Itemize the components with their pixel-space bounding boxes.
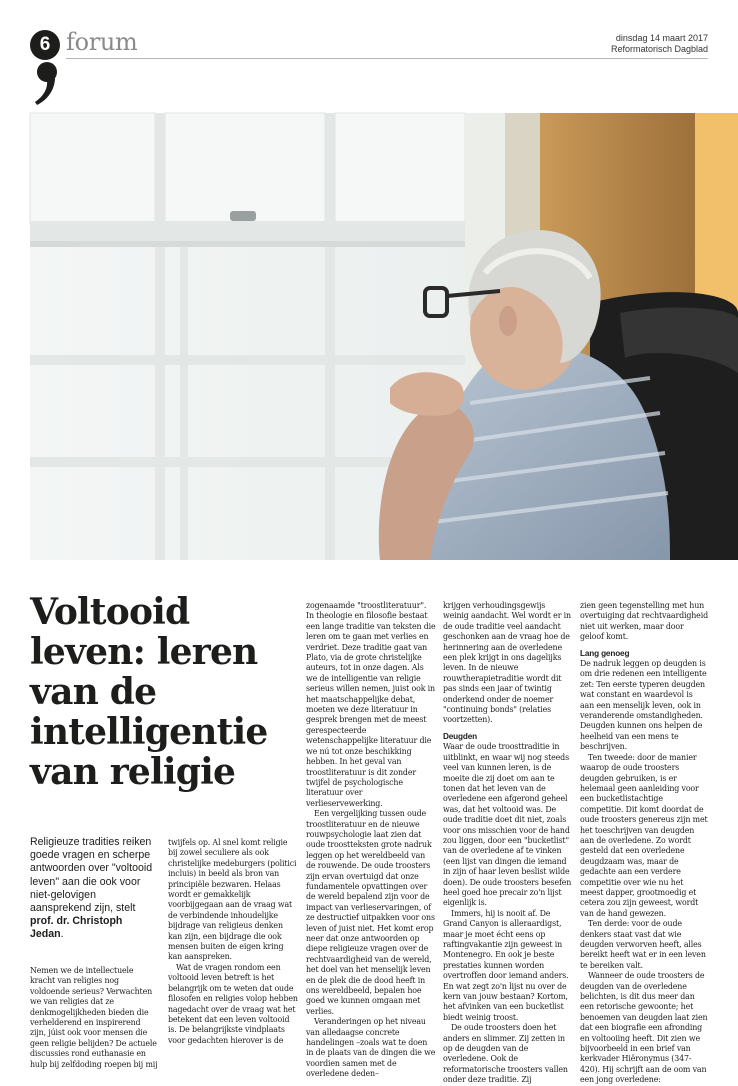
headline-line: leven: leren xyxy=(30,631,258,673)
paragraph: Nemen we de intellectuele kracht van religies nog voldoende serieus? Verwachten we van religies dat ze denkmogelijkheden bieden die verhelderend en inspirerend zijn, júist ook voor mensen die geen religie belijden? De actuele discussies rond euthanasie en hulp bij zelfdoding roepen bij mij xyxy=(30,966,158,1069)
headline-line: Voltooid xyxy=(30,591,190,633)
issue-date: dinsdag 14 maart 2017 xyxy=(615,33,708,43)
issue-info xyxy=(611,33,708,55)
article-headline xyxy=(30,592,290,792)
body-column-3 xyxy=(306,601,436,1080)
paragraph: Waar de oude troosttraditie in uitblinkt, en waar wij nog steeds veel van kunnen leren, is de moeite die zij doet om aan te tonen dat het leven van de overledene een afgerond geheel was, dat het voltooid was. De oude traditie doet dit niet, zoals voor ons misschien voor de hand zou liggen, door een "bucketlist" van de overledene af te vinken (een lijst van dingen die iemand in zijn of haar leven beslist wilde doen). De oude troosters besefen heel goed hoe precair zo'n lijst eigenlijk is. xyxy=(443,742,572,908)
comma-logo-icon xyxy=(35,62,57,106)
body-column-1 xyxy=(30,966,158,1070)
headline-line: van de xyxy=(30,671,157,713)
author-name: prof. dr. Christoph Jedan xyxy=(30,915,123,941)
paragraph: De oude troosters doen het anders en slimmer. Zij zetten in op de deugden van de overledene. Ook de reformatorische troosters vallen onder deze traditie. Zij xyxy=(443,1023,568,1085)
paragraph: De nadruk leggen op deugden is om drie redenen een intelligente zet: Ten eerste typeren deugden wat constant en waardevol is aan een menselijk leven, ook in veranderende omstandigheden. Deugden kunnen ons helpen de heelheid van een mens te beschrijven. xyxy=(580,659,707,752)
intro-end: . xyxy=(60,928,64,941)
paragraph: Ten tweede: door de manier waarop de oude troosters deugden gebruiken, is er helemaal geen aanleiding voor een bucketlistachtige competitie. Dit komt doordat de oude troosters genereus zijn met het toeschrijven van deugden aan de overledene. Zo wordt gesteld dat een overledene deugdzaam was, maar de gedachte aan een verdere competitie over wie nu het meest dapper, grootmoedig et cetera zou zijn geweest, wordt van de hand gewezen. xyxy=(580,752,708,918)
paragraph: Wanneer de oude troosters de deugden van de overledene belichten, is dit dus meer dan een retorische gewoonte; het benoemen van deugden laat zien dat een biografie een afronding en voltooiing heeft. Dit zien we bijvoorbeeld in een brief van kerkvader Hiëronymus (347-420). Hij schrijft aan de oom van een jong overledene: xyxy=(580,971,708,1085)
subheading-lang-genoeg: Lang genoeg xyxy=(580,648,630,658)
paragraph: zogenaamde "troostliteratuur". In theologie en filosofie bestaat een lange traditie van teksten die leren om te gaan met verlies en verdriet. Deze traditie gaat van Plato, via de grote christelijke auteurs, tot in onze dagen. Als we de intelligentie van religie serieus willen nemen, juist ook in het maatschappelijke debat, moeten we deze literatuur in gesprek brengen met de meest gerespecteerde wetenschappelijke literatuur die we nú tot onze beschikking hebben. In het geval van troostliteratuur is dit zonder twijfel de psychologische literatuur over verlieservewerking. xyxy=(306,601,436,808)
paragraph: Immers, hij is nooit af. De Grand Canyon is alleraardigst, maar je moet écht eens op raftingvakantie zijn geweest in Montenegro. En ook je beste prestaties kunnen worden overtroffen door iemand anders. En wat zegt zo'n lijst nu over de kern van jouw bestaan? Kortom, het afvinken van een bucketlist biedt weinig troost. xyxy=(443,908,569,1022)
paragraph: zien geen tegenstelling met hun overtuiging dat rechtvaardigheid niet uit werken, maar door geloof komt. xyxy=(580,601,708,642)
page-number: 6 xyxy=(30,30,60,60)
header-divider xyxy=(66,58,708,59)
paragraph: twijfels op. Al snel komt religie bij zowel seculiere als ook christelijke medeburgers (politici incluis) in beeld als bron van principiële bezwaren. Helaas wordt er gemakkelijk voorbijgegaan aan de vraag wat de verbindende inhoudelijke bijdrage van religieus denken kan zijn, een bijdrage die ook mensen buiten de eigen kring kan aanspreken. xyxy=(168,838,297,962)
photo-old-man-at-window-icon xyxy=(30,113,738,560)
article-intro xyxy=(30,836,158,942)
paragraph: Ten derde: voor de oude denkers staat vast dat wie deugden verworven heeft, alles bereikt heeft wat er in een leven te bereiken valt. xyxy=(580,919,706,970)
subheading-deugden: Deugden xyxy=(443,731,477,741)
headline-line: van religie xyxy=(30,751,236,793)
body-column-5 xyxy=(580,601,708,1086)
article-photo xyxy=(30,113,738,560)
headline-line: intelligentie xyxy=(30,711,268,753)
intro-text: Religieuze tradities reiken goede vragen en scherpe antwoorden over "voltooid leven" aan die ook voor niet-gelovigen aansprekend zijn, stelt xyxy=(30,836,153,915)
paragraph: Veranderingen op het niveau van alledaagse concrete handelingen –zoals wat te doen in de plaats van de dingen die we voordien samen met de overledene deden– xyxy=(306,1017,436,1079)
paragraph: krijgen verhoudingsgewijs weinig aandacht. Wel wordt er in de oude traditie veel aandacht geschonken aan de vraag hoe de herinnering aan de overledene een plek krijgt in ons dagelijks leven. In de nieuwe rouwtherapietraditie wordt dit pas sinds een jaar of twintig onderkend onder de noemer "continuing bonds" (relaties voortzetten). xyxy=(443,601,571,725)
publication-name: Reformatorisch Dagblad xyxy=(610,44,708,54)
paragraph: Wat de vragen rondom een voltooid leven betreft is het belangrijk om te weten dat oude filosofen en religies volop hebben nagedacht over de vraag wat het betekent dat een leven voltooid is. De belangrijkste vindplaats voor gedachten hierover is de xyxy=(168,962,298,1045)
section-title: forum xyxy=(66,28,138,56)
body-column-2 xyxy=(168,838,298,1046)
body-column-4 xyxy=(443,601,573,1086)
paragraph: Een vergelijking tussen oude troostliteratuur en de nieuwe rouwpsychologie laat zien dat oude troostteksten grote nadruk leggen op het wereldbeeld van de rouwende. De oude troosters zijn ervan overtuigd dat onze fundamentele opvattingen over de wereld bepalend zijn voor de impact van verlieservaringen, of ze destructief uitpakken voor ons leven of juist niet. Het komt erop neer dat onze antwoorden op diepe religieuze vragen over de rechtvaardigheid van de wereld, het doel van het menselijk leven en de plek die de dood heeft in ons wereldbeeld, bepalen hoe goed we kunnen omgaan met verlies. xyxy=(306,809,435,1016)
